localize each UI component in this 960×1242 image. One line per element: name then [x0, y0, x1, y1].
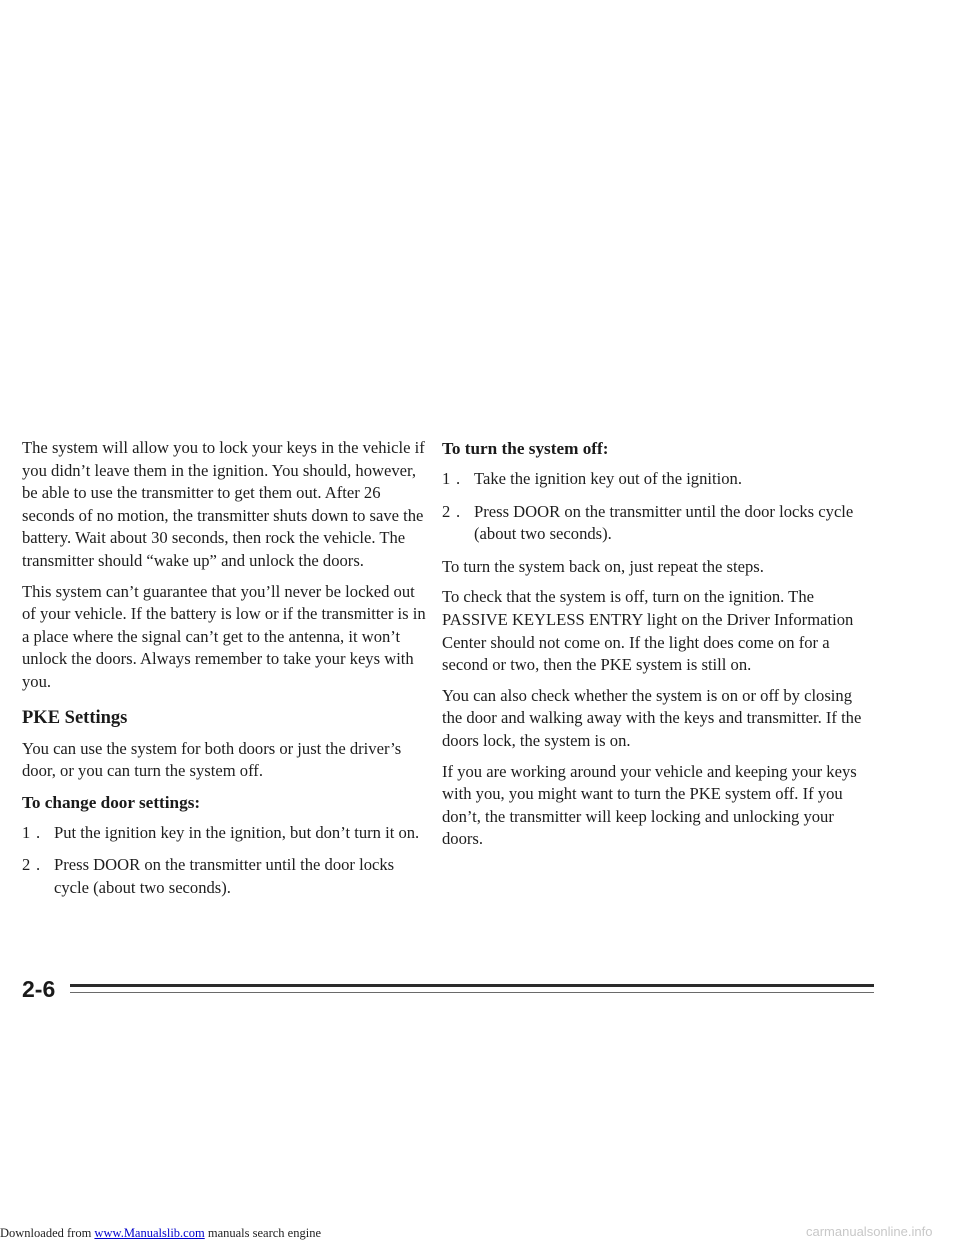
footer-suffix: manuals search engine: [204, 1226, 321, 1240]
subheading-change-door-settings: To change door settings:: [22, 792, 201, 812]
step-text: Press DOOR on the transmitter until the door locks cycle (about two seconds).: [54, 855, 395, 897]
step-text: Put the ignition key in the ignition, but don’t turn it on.: [54, 822, 420, 842]
list-item: 2 . Press DOOR on the transmitter until the door locks cycle (about two seconds).: [22, 854, 430, 899]
paragraph-turn-back-on: To turn the system back on, just repeat the steps.: [442, 556, 764, 576]
step-number: 1: [442, 469, 451, 488]
footer-rule: [70, 984, 874, 987]
footer-prefix: Downloaded from: [0, 1226, 95, 1240]
step-number: 2: [442, 501, 451, 521]
section-heading-pke-settings: PKE Settings: [22, 707, 128, 728]
list-item: 2 . Press DOOR on the transmitter until the door locks cycle (about two seconds).: [442, 501, 874, 546]
step-number: 2: [22, 855, 31, 875]
right-column: [442, 437, 874, 859]
paragraph-guarantee: This system can’t guarantee that you’ll never be locked out of your vehicle. If the battery is low or if the transmitter is in a place where the signal can’t get to the antenna, it won’t unlock the doors. Always remember to take your keys with you.: [22, 581, 426, 691]
step-text: Press DOOR on the transmitter until the door locks cycle (about two seconds).: [474, 501, 854, 544]
paragraph-check-walk-away: You can also check whether the system is on or off by closing the door and walking away with the keys and transmitter. If the doors lock, the system is on.: [442, 685, 862, 750]
list-item: 1 . Take the ignition key out of the ignition.: [442, 468, 874, 491]
paragraph-settings-intro: You can use the system for both doors or just the driver’s door, or you can turn the system off.: [22, 738, 402, 781]
change-settings-steps: [22, 822, 430, 900]
download-footer: [0, 1226, 321, 1240]
manualslib-link[interactable]: www.Manualslib.com: [94, 1226, 205, 1240]
turn-off-steps: [442, 468, 874, 546]
paragraph-check-off: To check that the system is off, turn on the ignition. The PASSIVE KEYLESS ENTRY light on the Driver Information Center should not come on. If the light does come on for a second or two, then the PKE system is still on.: [442, 587, 854, 675]
left-column: [22, 437, 430, 910]
list-item: 1 . Put the ignition key in the ignition, but don’t turn it on.: [22, 822, 430, 845]
step-text: Take the ignition key out of the ignition.: [474, 469, 742, 488]
step-number: 1: [22, 822, 31, 842]
subheading-turn-system-off: To turn the system off:: [442, 439, 609, 458]
watermark-text: carmanualsonline.info: [806, 1224, 933, 1239]
page-number: 2-6: [22, 976, 56, 1002]
paragraph-working-around-vehicle: If you are working around your vehicle and keeping your keys with you, you might want to turn the PKE system off. If you don’t, the transmitter will keep locking and unlocking your doors.: [442, 761, 857, 849]
footer-rule-thin: [70, 992, 874, 993]
paragraph-lock-keys: The system will allow you to lock your keys in the vehicle if you didn’t leave them in the ignition. You should, however, be able to use the transmitter to get them out. After 26 seconds of no motion, the transmitter shuts down to save the battery. Wait about 30 seconds, then rock the vehicle. The transmitter should “wake up” and unlock the doors.: [22, 438, 425, 570]
